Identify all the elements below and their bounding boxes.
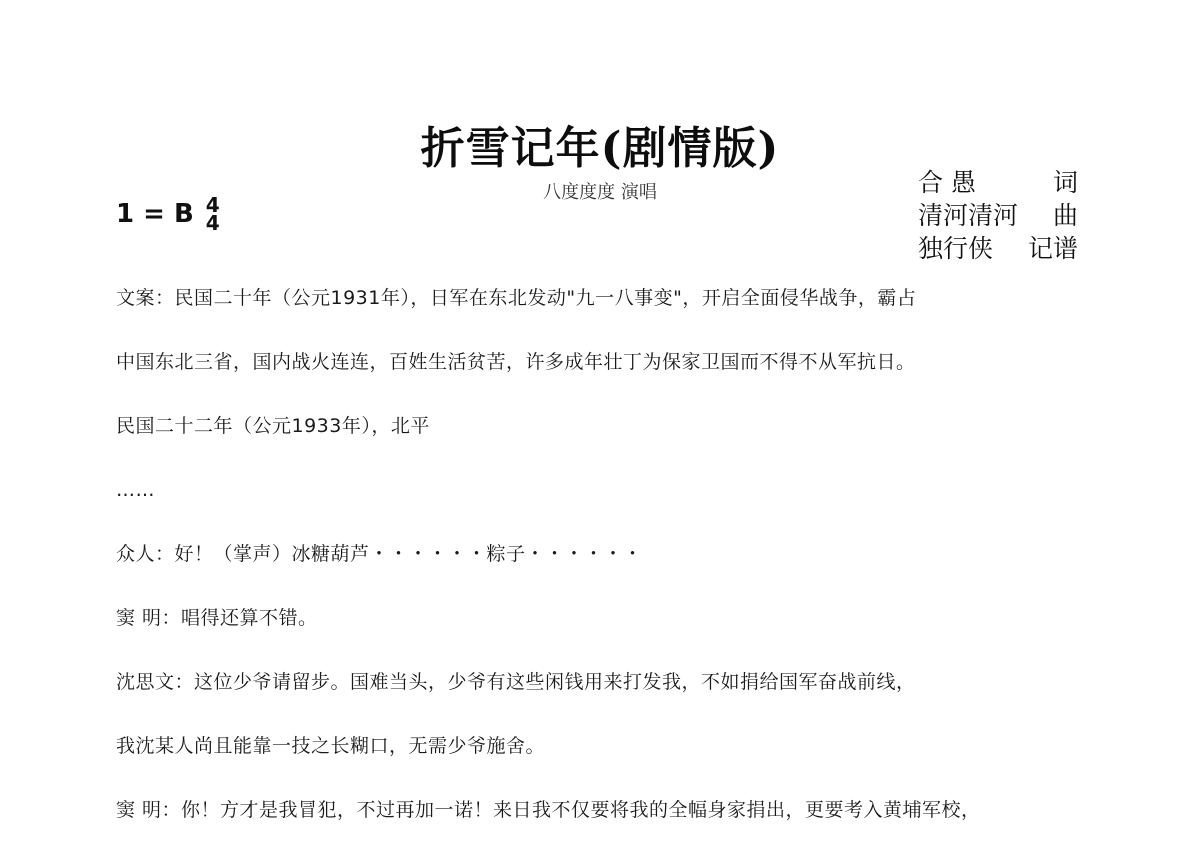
text-line: 窦 明：你！方才是我冒犯，不过再加一诺！来日我不仅要将我的全幅身家捐出，更要考入黄埔军校， — [116, 799, 981, 821]
story-text — [116, 285, 1096, 861]
credit-role: 词 — [1052, 168, 1078, 197]
time-numerator: 4 — [205, 193, 220, 217]
text-line: 中国东北三省，国内战火连连，百姓生活贫苦，许多成年壮丁为保家卫国而不得不从军抗日。 — [116, 351, 916, 373]
text-line: 文案：民国二十年（公元1931年），日军在东北发动"九一八事变"，开启全面侵华战争，霸占 — [116, 287, 917, 309]
key-time-signature — [116, 193, 220, 235]
credit-role: 记谱 — [1027, 234, 1078, 263]
time-signature — [205, 193, 220, 235]
song-title: 折雪记年(剧情版) — [420, 123, 780, 174]
credit-name: 清河清河 — [918, 201, 1019, 230]
credit-role: 曲 — [1052, 201, 1078, 230]
credit-lyricist — [918, 166, 1078, 199]
credit-composer — [918, 199, 1078, 232]
credit-transcriber — [918, 232, 1078, 265]
text-line: 我沈某人尚且能靠一技之长糊口，无需少爷施舍。 — [116, 735, 546, 757]
text-line: …… — [116, 479, 155, 501]
credits-block — [918, 166, 1078, 265]
text-line: 窦 明：唱得还算不错。 — [116, 607, 318, 629]
singer-credit: 八度度度 演唱 — [543, 182, 657, 203]
key-signature: 1 = B — [116, 199, 194, 229]
text-line: 民国二十二年（公元1933年），北平 — [116, 415, 430, 437]
credit-name: 独行侠 — [918, 234, 994, 263]
text-line: 沈思文：这位少爷请留步。国难当头，少爷有这些闲钱用来打发我，不如捐给国军奋战前线， — [116, 671, 916, 693]
text-line: 众人：好！（掌声）冰糖葫芦・・・・・・粽子・・・・・・ — [116, 543, 643, 565]
credit-name: 合 愚 — [918, 168, 976, 197]
time-denominator: 4 — [205, 211, 220, 235]
